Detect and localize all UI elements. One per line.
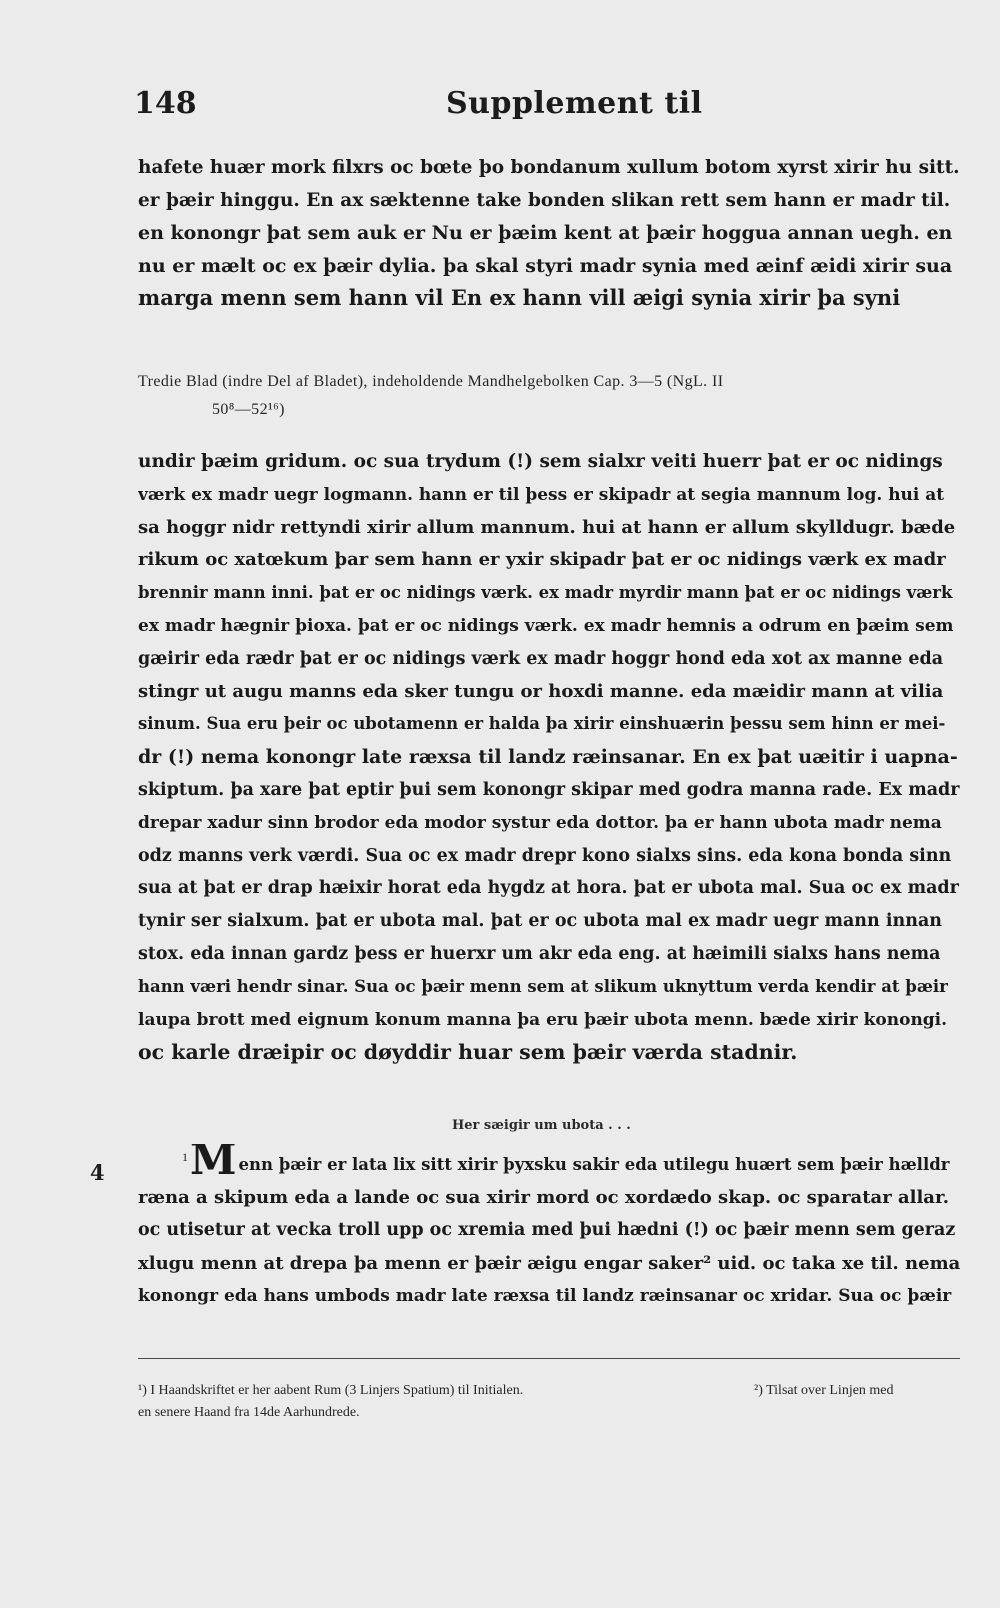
text-block-main bbox=[138, 446, 960, 1069]
text-line: odz manns verk værdi. Sua oc ex madr drepr kono sialxs sins. eda kona bonda sinn bbox=[138, 845, 952, 866]
chapter-number: 4 bbox=[90, 1160, 105, 1185]
text-block-top bbox=[138, 152, 960, 315]
text-line: undir þæim gridum. oc sua trydum (!) sem sialxr veiti huerr þat er oc nidings bbox=[138, 451, 943, 472]
text-line: gæirir eda rædr þat er oc nidings værk ex madr hoggr hond eda xot ax manne eda bbox=[138, 648, 944, 669]
text-line: sua at þat er drap hæixir horat eda hygdz at hora. þat er ubota mal. Sua oc ex madr bbox=[138, 878, 959, 899]
text-line: dr (!) nema konongr late ræxsa til landz ræinsanar. En ex þat uæitir i uapna- bbox=[138, 746, 958, 769]
text-line: værk ex madr uegr logmann. hann er til þess er skipadr at segia mannum log. hui at bbox=[138, 484, 945, 505]
footnotes bbox=[138, 1380, 960, 1424]
text-line: sa hoggr nidr rettyndi xirir allum mannum. hui at hann er allum skylldugr. bæde bbox=[138, 516, 956, 538]
footnote-2: ²) Tilsat over Linjen med bbox=[754, 1383, 894, 1398]
text-line: oc karle dræipir oc døyddir huar sem þæir værda stadnir. bbox=[138, 1040, 798, 1065]
text-line: tynir ser sialxum. þat er ubota mal. þat er oc ubota mal ex madr uegr mann innan bbox=[138, 911, 943, 932]
leaf-caption bbox=[138, 368, 960, 424]
footnote-reference: 1 bbox=[182, 1150, 188, 1164]
text-block-chapter bbox=[138, 1144, 960, 1313]
text-line-rest: enn þæir er lata lix sitt xirir þyxsku sakir eda utilegu huært sem þæir hælldr bbox=[238, 1155, 950, 1174]
text-line: brennir mann inni. þat er oc nidings værk. ex madr myrdir mann þat er oc nidings værk bbox=[138, 583, 953, 603]
text-line: ræna a skipum eda a lande oc sua xirir mord oc xordædo skap. oc sparatar allar. bbox=[138, 1187, 950, 1208]
text-line: sinum. Sua eru þeir oc ubotamenn er halda þa xirir einshuærin þessu sem hinn er mei- bbox=[138, 714, 946, 734]
footnote-1: ¹) I Haandskriftet er her aabent Rum (3 Linjers Spatium) til Initialen. bbox=[138, 1383, 524, 1398]
text-line: stingr ut augu manns eda sker tungu or hoxdi manne. eda mæidir mann at vilia bbox=[138, 680, 944, 702]
text-line: rikum oc xatœkum þar sem hann er yxir skipadr þat er oc nidings værk ex madr bbox=[138, 549, 946, 571]
footnote-divider bbox=[138, 1358, 960, 1359]
text-line: laupa brott med eignum konum manna þa eru þæir ubota menn. bæde xirir konongi. bbox=[138, 1009, 948, 1030]
text-line: konongr eda hans umbods madr late ræxsa til landz ræinsanar oc xridar. Sua oc þæir bbox=[138, 1286, 952, 1306]
text-line: er þæir hinggu. En ax sæktenne take bonden slikan rett sem hann er madr til. bbox=[138, 189, 951, 211]
text-line: drepar xadur sinn brodor eda modor systur eda dottor. þa er hann ubota madr nema bbox=[138, 812, 942, 833]
section-subheading: Her sæigir um ubota . . . bbox=[452, 1118, 631, 1133]
text-line-first bbox=[138, 1144, 960, 1181]
page-number: 148 bbox=[134, 86, 197, 121]
text-line: hann væri hendr sinar. Sua oc þæir menn sem at slikum uknyttum verda kendir at þæir bbox=[138, 976, 948, 996]
text-line: xlugu menn at drepa þa menn er þæir æigu engar saker² uid. oc taka xe til. nema bbox=[138, 1253, 960, 1274]
text-line: en konongr þat sem auk er Nu er þæim kent at þæir hoggua annan uegh. en bbox=[138, 222, 953, 244]
text-line: stox. eda innan gardz þess er huerxr um akr eda eng. at hæimili sialxs hans nema bbox=[138, 943, 941, 964]
page-header bbox=[134, 86, 960, 130]
text-line: nu er mælt oc ex þæir dylia. þa skal styri madr synia med æinf æidi xirir sua bbox=[138, 254, 953, 277]
caption-line: Tredie Blad (indre Del af Bladet), indeholdende Mandhelgebolken Cap. 3—5 (NgL. II bbox=[138, 373, 724, 390]
running-title: Supplement til bbox=[446, 86, 703, 121]
text-line: hafete huær mork filxrs oc bœte þo bondanum xullum botom xyrst xirir hu sitt. bbox=[138, 157, 960, 178]
text-line: marga menn sem hann vil En ex hann vill æigi synia xirir þa syni bbox=[138, 285, 901, 310]
text-line: ex madr hægnir þioxa. þat er oc nidings værk. ex madr hemnis a odrum en þæim sem bbox=[138, 615, 954, 636]
caption-line: 50⁸—52¹⁶) bbox=[212, 401, 285, 418]
initial-letter: M bbox=[190, 1144, 237, 1181]
footnote-1-continued: en senere Haand fra 14de Aarhundrede. bbox=[138, 1405, 360, 1420]
text-line: oc utisetur at vecka troll upp oc xremia med þui hædni (!) oc þæir menn sem geraz bbox=[138, 1220, 956, 1240]
text-line: skiptum. þa xare þat eptir þui sem konongr skipar med godra manna rade. Ex madr bbox=[138, 779, 960, 800]
